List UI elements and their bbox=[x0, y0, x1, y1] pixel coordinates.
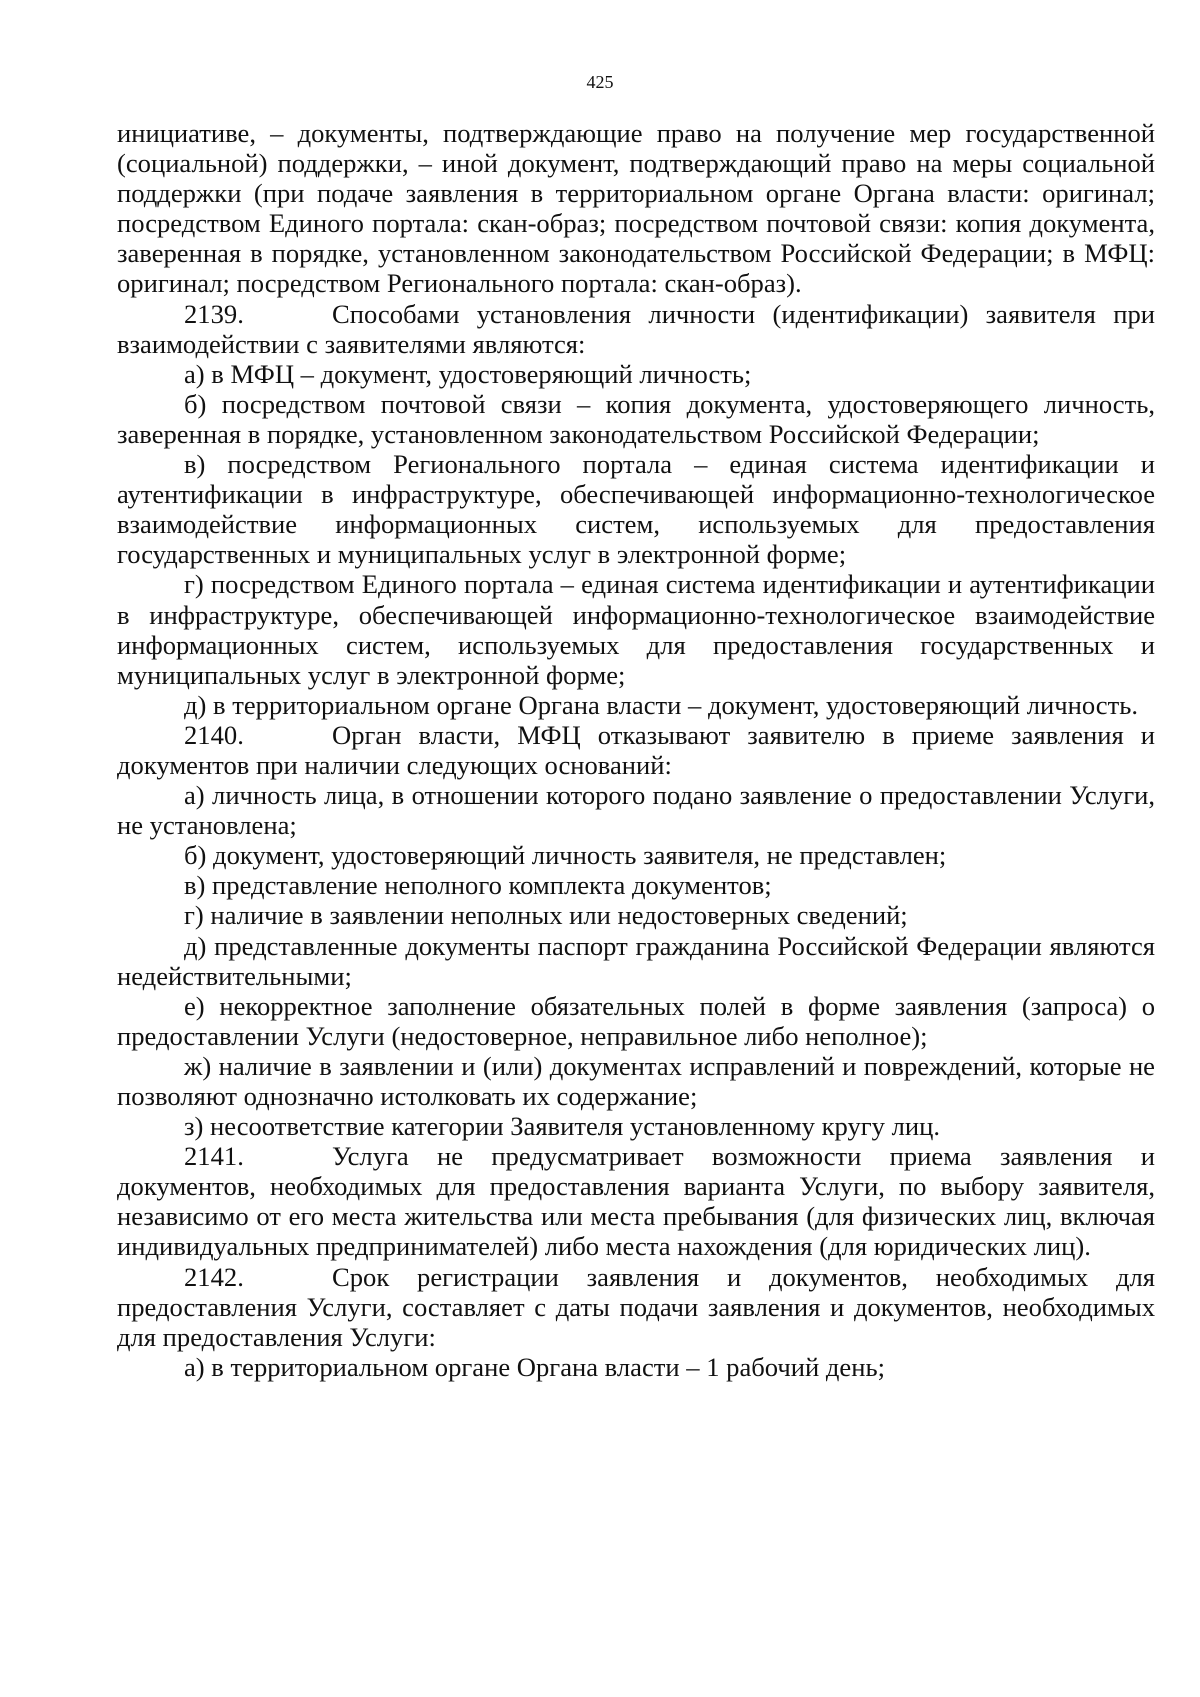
list-item bbox=[117, 389, 1155, 449]
paragraph-text: д) в территориальном органе Органа власти – документ, удостоверяющий личность. bbox=[184, 689, 1138, 720]
paragraph-text: б) документ, удостоверяющий личность заявителя, не представлен; bbox=[184, 840, 947, 871]
clause-number: 2142. bbox=[184, 1261, 244, 1292]
paragraph-text: а) личность лица, в отношении которого подано заявление о предоставлении Услуги, не установлена; bbox=[117, 780, 1155, 841]
list-item bbox=[117, 870, 1155, 900]
list-item bbox=[117, 690, 1155, 720]
clause-2140 bbox=[117, 720, 1155, 780]
paragraph-text: г) посредством Единого портала – единая система идентификации и аутентификации в инфраструктуре, обеспечивающей информационно-технологическое взаимодействие информационных систем, используемых для предоставления государственных и муниципальных услуг в электронной форме; bbox=[117, 569, 1155, 690]
list-item bbox=[117, 1051, 1155, 1111]
paragraph-text: з) несоответствие категории Заявителя установленному кругу лиц. bbox=[184, 1111, 941, 1142]
list-item bbox=[117, 1352, 1155, 1382]
paragraph-text: г) наличие в заявлении неполных или недостоверных сведений; bbox=[184, 900, 908, 931]
paragraph-text: а) в территориальном органе Органа власти – 1 рабочий день; bbox=[184, 1351, 885, 1382]
clause-2142 bbox=[117, 1262, 1155, 1352]
list-item bbox=[117, 991, 1155, 1051]
document-body bbox=[117, 118, 1155, 1382]
list-item bbox=[117, 780, 1155, 840]
paragraph-text: е) некорректное заполнение обязательных полей в форме заявления (запроса) о предоставлении Услуги (недостоверное, неправильное либо неполное); bbox=[117, 990, 1155, 1051]
paragraph-text: инициативе, – документы, подтверждающие право на получение мер государственной (социальной) поддержки, – иной документ, подтверждающий право на меры социальной поддержки (при подаче заявления в территориальном органе Органа власти: оригинал; посредством Единого портала: скан-образ; посредством почтовой связи: копия документа, заверенная в порядке, установленном законодательством Российской Федерации; в МФЦ: оригинал; посредством Регионального портала: скан-образ). bbox=[117, 118, 1155, 299]
list-item bbox=[117, 359, 1155, 389]
paragraph-text: в) представление неполного комплекта документов; bbox=[184, 870, 772, 901]
paragraph-text: в) посредством Регионального портала – единая система идентификации и аутентификации в инфраструктуре, обеспечивающей информационно-технологическое взаимодействие информационных систем, используемых для предоставления государственных и муниципальных услуг в электронной форме; bbox=[117, 449, 1155, 570]
paragraph-text: д) представленные документы паспорт гражданина Российской Федерации являются недействительными; bbox=[117, 930, 1155, 991]
page-number: 425 bbox=[586, 72, 614, 92]
paragraph-text: Способами установления личности (идентификации) заявителя при взаимодействии с заявителями являются: bbox=[117, 298, 1155, 359]
list-item bbox=[117, 840, 1155, 870]
paragraph-text: ж) наличие в заявлении и (или) документах исправлений и повреждений, которые не позволяют однозначно истолковать их содержание; bbox=[117, 1050, 1155, 1111]
clause-number: 2141. bbox=[184, 1141, 244, 1172]
list-item bbox=[117, 900, 1155, 930]
paragraph-text: Орган власти, МФЦ отказывают заявителю в приеме заявления и документов при наличии следующих оснований: bbox=[117, 719, 1155, 780]
paragraph-text: а) в МФЦ – документ, удостоверяющий личность; bbox=[184, 358, 752, 389]
clause-number: 2139. bbox=[184, 298, 244, 329]
paragraph-continuation bbox=[117, 118, 1155, 299]
clause-2141 bbox=[117, 1141, 1155, 1261]
clause-number: 2140. bbox=[184, 719, 244, 750]
list-item bbox=[117, 1111, 1155, 1141]
paragraph-text: Услуга не предусматривает возможности приема заявления и документов, необходимых для предоставления варианта Услуги, по выбору заявителя, независимо от его места жительства или места пребывания (для физических лиц, включая индивидуальных предпринимателей) либо места нахождения (для юридических лиц). bbox=[117, 1141, 1155, 1262]
list-item bbox=[117, 449, 1155, 569]
clause-2139 bbox=[117, 299, 1155, 359]
list-item bbox=[117, 569, 1155, 689]
paragraph-text: б) посредством почтовой связи – копия документа, удостоверяющего личность, заверенная в порядке, установленном законодательством Российской Федерации; bbox=[117, 388, 1155, 449]
paragraph-text: Срок регистрации заявления и документов, необходимых для предоставления Услуги, составляет с даты подачи заявления и документов, необходимых для предоставления Услуги: bbox=[117, 1261, 1155, 1352]
list-item bbox=[117, 931, 1155, 991]
